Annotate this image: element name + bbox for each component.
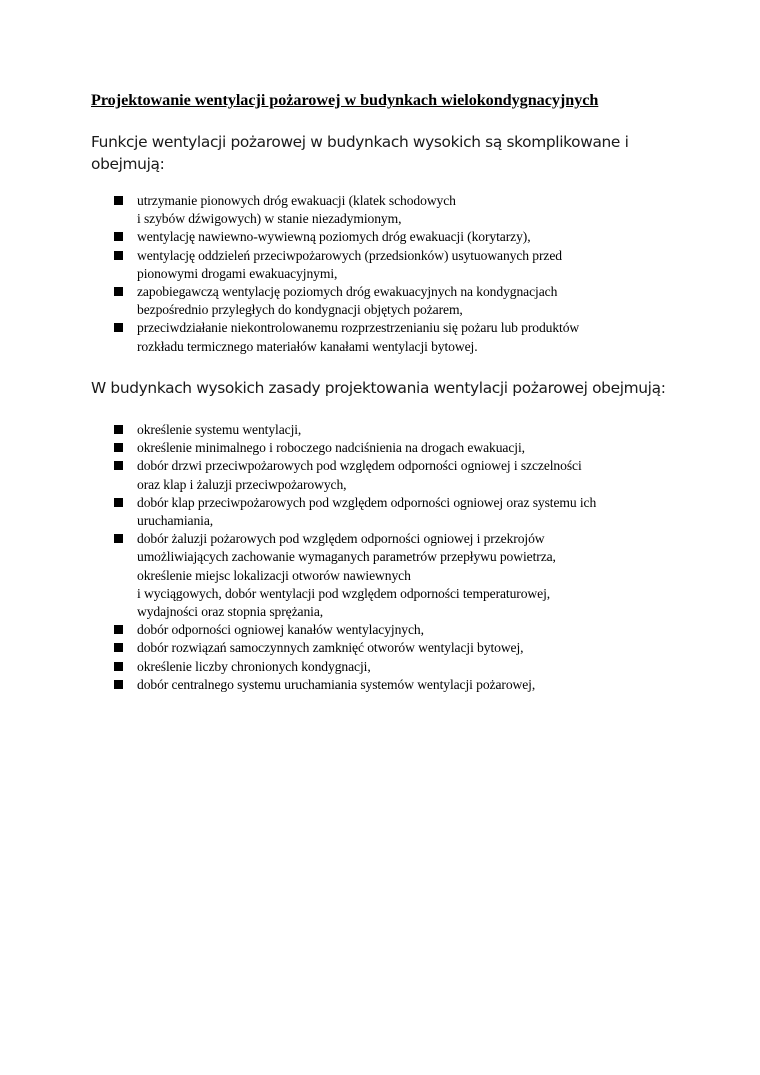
list-item [0,228,579,246]
list-item-line: określenie liczby chronionych kondygnacji, [137,658,371,674]
list-item-line: umożliwiających zachowanie wymaganych parametrów przepływu powietrza, [137,549,556,565]
list-item [0,192,579,228]
square-bullet-icon [114,196,123,205]
list-item-line: przeciwdziałanie niekontrolowanemu rozprzestrzenianiu się pożaru lub produktów [137,320,580,336]
square-bullet-icon [114,534,123,543]
list-item [0,494,596,530]
list-item-line: określenie systemu wentylacji, [137,422,302,437]
list-item [0,658,596,676]
functions-list [0,192,579,356]
square-bullet-icon [114,443,123,452]
list-item-line: dobór klap przeciwpożarowych pod względem odporności ogniowej oraz systemu ich [137,494,597,510]
square-bullet-icon [114,625,123,634]
list-item-line: wydajności oraz stopnia sprężania, [137,604,324,620]
list-item-line: określenie miejsc lokalizacji otworów nawiewnych [137,567,411,583]
square-bullet-icon [114,680,123,689]
list-item [0,439,596,457]
square-bullet-icon [114,643,123,652]
list-item [0,319,579,355]
list-item-line: określenie minimalnego i roboczego nadciśnienia na drogach ewakuacji, [137,440,525,456]
document-title: Projektowanie wentylacji pożarowej w budynkach wielokondygnacyjnych [91,91,599,109]
list-item-line: utrzymanie pionowych dróg ewakuacji (klatek schodowych [137,193,456,208]
list-item [0,621,596,639]
square-bullet-icon [114,662,123,671]
intro-paragraph: Funkcje wentylacji pożarowej w budynkach wysokich są skomplikowane i obejmują: [91,133,629,173]
list-item-line: pionowymi drogami ewakuacyjnymi, [137,265,338,281]
square-bullet-icon [114,251,123,260]
list-item-line: dobór centralnego systemu uruchamiania systemów wentylacji pożarowej, [137,676,536,692]
square-bullet-icon [114,425,123,434]
list-item-line: uruchamiania, [137,513,214,529]
list-item-line: dobór drzwi przeciwpożarowych pod względem odporności ogniowej i szczelności [137,458,582,474]
list-item [0,530,596,621]
list-item-line: wentylację oddzieleń przeciwpożarowych (przedsionków) usytuowanych przed [137,247,562,263]
principles-heading: W budynkach wysokich zasady projektowania wentylacji pożarowej obejmują: [91,379,666,397]
square-bullet-icon [114,323,123,332]
list-item [0,283,579,319]
list-item-line: dobór żaluzji pożarowych pod względem odporności ogniowej i przekrojów [137,531,545,547]
list-item [0,639,596,657]
list-item-line: dobór rozwiązań samoczynnych zamknięć otworów wentylacji bytowej, [137,640,524,656]
list-item-line: i wyciągowych, dobór wentylacji pod względem odporności temperaturowej, [137,585,551,601]
square-bullet-icon [114,232,123,241]
list-item [0,457,596,493]
square-bullet-icon [114,461,123,470]
list-item [0,421,596,439]
list-item-line: wentylację nawiewno-wywiewną poziomych dróg ewakuacji (korytarzy), [137,229,531,245]
list-item-line: bezpośrednio przyległych do kondygnacji objętych pożarem, [137,302,463,318]
list-item-line: zapobiegawczą wentylację poziomych dróg ewakuacyjnych na kondygnacjach [137,284,558,300]
list-item-line: i szybów dźwigowych) w stanie niezadymionym, [137,211,402,227]
list-item [0,676,596,694]
square-bullet-icon [114,287,123,296]
list-item-line: oraz klap i żaluzji przeciwpożarowych, [137,476,347,492]
list-item-line: rozkładu termicznego materiałów kanałami wentylacji bytowej. [137,338,478,354]
list-item [0,247,579,283]
principles-list [0,421,596,694]
square-bullet-icon [114,498,123,507]
list-item-line: dobór odporności ogniowej kanałów wentylacyjnych, [137,622,424,638]
